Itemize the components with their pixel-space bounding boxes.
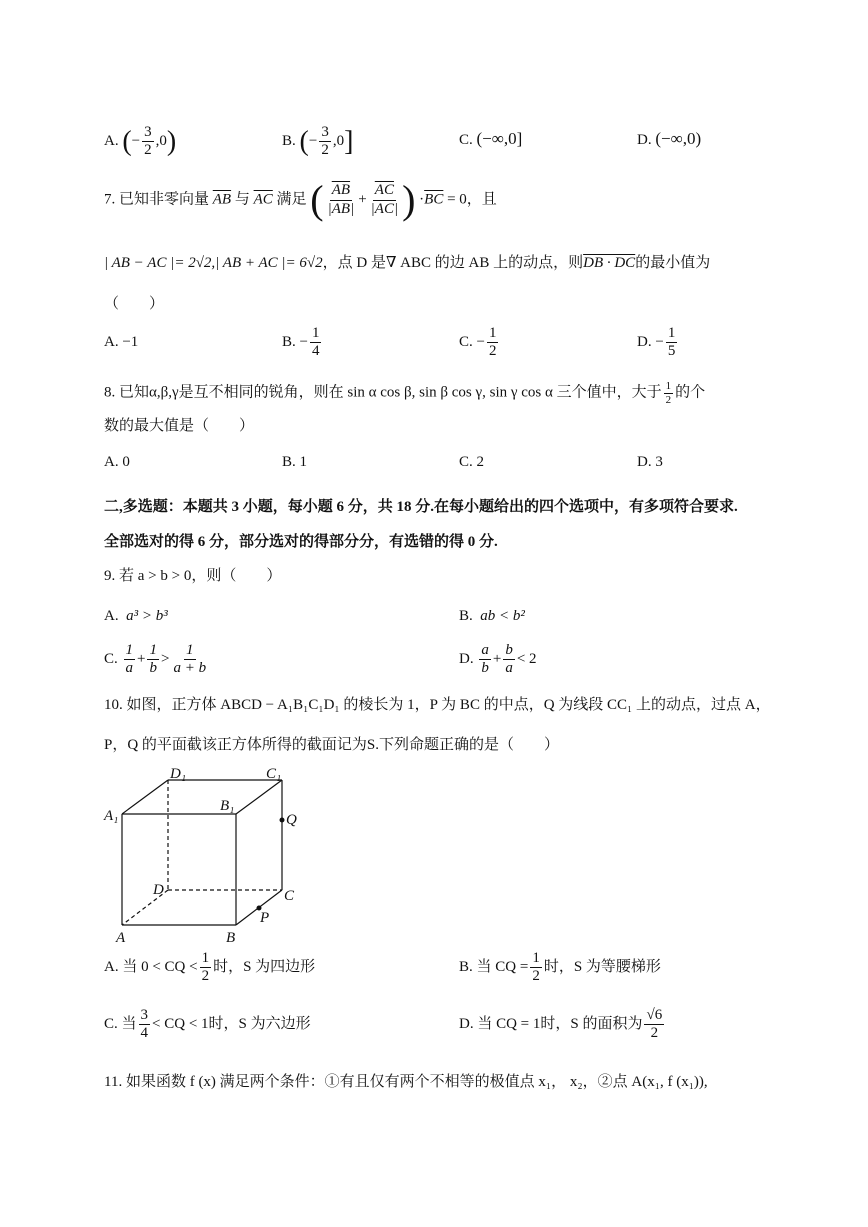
q8-option-d: D. 3 <box>637 454 663 470</box>
label-p: P <box>260 910 270 926</box>
label-c1: C₁ <box>266 766 282 782</box>
q8-stem-line1: 8. 已知α,β,γ是互不相同的锐角，则在 sin α cos β, sin β cos γ, sin γ cos α 三个值中，大于 $\frac{1}{2}$ 的个 <box>104 380 706 406</box>
label-d: D <box>153 882 164 898</box>
q8-option-c: C. 2 <box>459 454 485 470</box>
q10-option-a: A. 当 0 < CQ < $\frac{1}{2}$ 时，S 为四边形 <box>104 950 316 985</box>
q7-stem-line2: | AB − AC |= 2√2,| AB + AC |= 6√2，点 D 是∇ ABC 的边 AB 上的动点，则DB · DC的最小值为 <box>104 255 711 271</box>
q8-option-a: A. 0 <box>104 454 130 470</box>
section-heading-line2: 全部选对的得 6 分，部分选对的得部分分，有选错的得 0 分. <box>104 534 498 550</box>
q7-option-d: D. − $\frac{1}{5}$ <box>637 325 676 360</box>
label-q: Q <box>286 812 297 828</box>
q9-option-c: C. $\frac{1}{a}$ + $\frac{1}{b}$ > $\frac{1}{a + b}$ <box>104 642 207 677</box>
q7-option-b: B. − $\frac{1}{4}$ <box>282 325 320 360</box>
q9-option-d: D. $\frac{a}{b}$ + $\frac{b}{a}$ < 2 <box>459 642 537 677</box>
q10-stem-line1: 10. 如图，正方体 ABCD − A₁B₁C₁D₁ 的棱长为 1，P 为 BC 的中点，Q 为线段 CC₁ 上的动点，过点 A， <box>104 697 771 713</box>
label-c: C <box>284 888 295 904</box>
q7-option-a: A. −1 <box>104 334 139 350</box>
q6-option-b: B. (− $\frac{3}{2}$ ,0] <box>282 124 354 159</box>
q9-option-b: B. ab < b² <box>459 608 525 624</box>
label-a1: A₁ <box>104 808 119 824</box>
q10-option-c: C. 当 $\frac{3}{4}$ < CQ < 1时，S 为六边形 <box>104 1007 311 1042</box>
q6-option-c: C. (−∞,0] <box>459 129 523 148</box>
q8-stem-line2: 数的最大值是（ ） <box>104 418 255 434</box>
q6-option-a: A. (− $\frac{3}{2}$ ,0) <box>104 124 177 159</box>
q8-option-b: B. 1 <box>282 454 308 470</box>
q9-option-a: A. a³ > b³ <box>104 608 168 624</box>
q7-option-c: C. − $\frac{1}{2}$ <box>459 325 497 360</box>
q7-paren: （ ） <box>104 296 165 312</box>
q6-option-d: D. (−∞,0) <box>637 129 702 148</box>
cube-figure <box>100 762 320 948</box>
label-b1: B₁ <box>220 798 235 814</box>
section-heading-line1: 二,多选题：本题共 3 小题，每小题 6 分，共 18 分.在每小题给出的四个选项中，有多项符合要求. <box>104 499 738 515</box>
q10-option-b: B. 当 CQ = $\frac{1}{2}$ 时，S 为等腰梯形 <box>459 950 661 985</box>
q11-stem: 11. 如果函数 f (x) 满足两个条件：①有且仅有两个不相等的极值点 x₁， x₂，②点 A(x₁, f (x₁)), <box>104 1074 708 1090</box>
q9-stem: 9. 若 a > b > 0，则（ ） <box>104 568 282 584</box>
q7-stem-line1: 7. 已知非零向量 $\overline{AB}$ 与 $\overline{AC}$ 满足 ( $\frac{\overline{AB}}{|AB|}$ + $\frac{\overline{AC}}{|AC|}$ ) $\cdot\overline{BC} = 0$，且 <box>104 177 497 222</box>
q10-option-d: D. 当 CQ = 1时，S 的面积为 $\frac{√6}{2}$ <box>459 1007 663 1042</box>
label-b: B <box>226 930 236 946</box>
label-a: A <box>116 930 126 946</box>
point-q <box>280 818 285 823</box>
q10-stem-line2: P，Q 的平面截该正方体所得的截面记为S.下列命题正确的是（ ） <box>104 737 560 753</box>
label-d1: D₁ <box>170 766 187 782</box>
